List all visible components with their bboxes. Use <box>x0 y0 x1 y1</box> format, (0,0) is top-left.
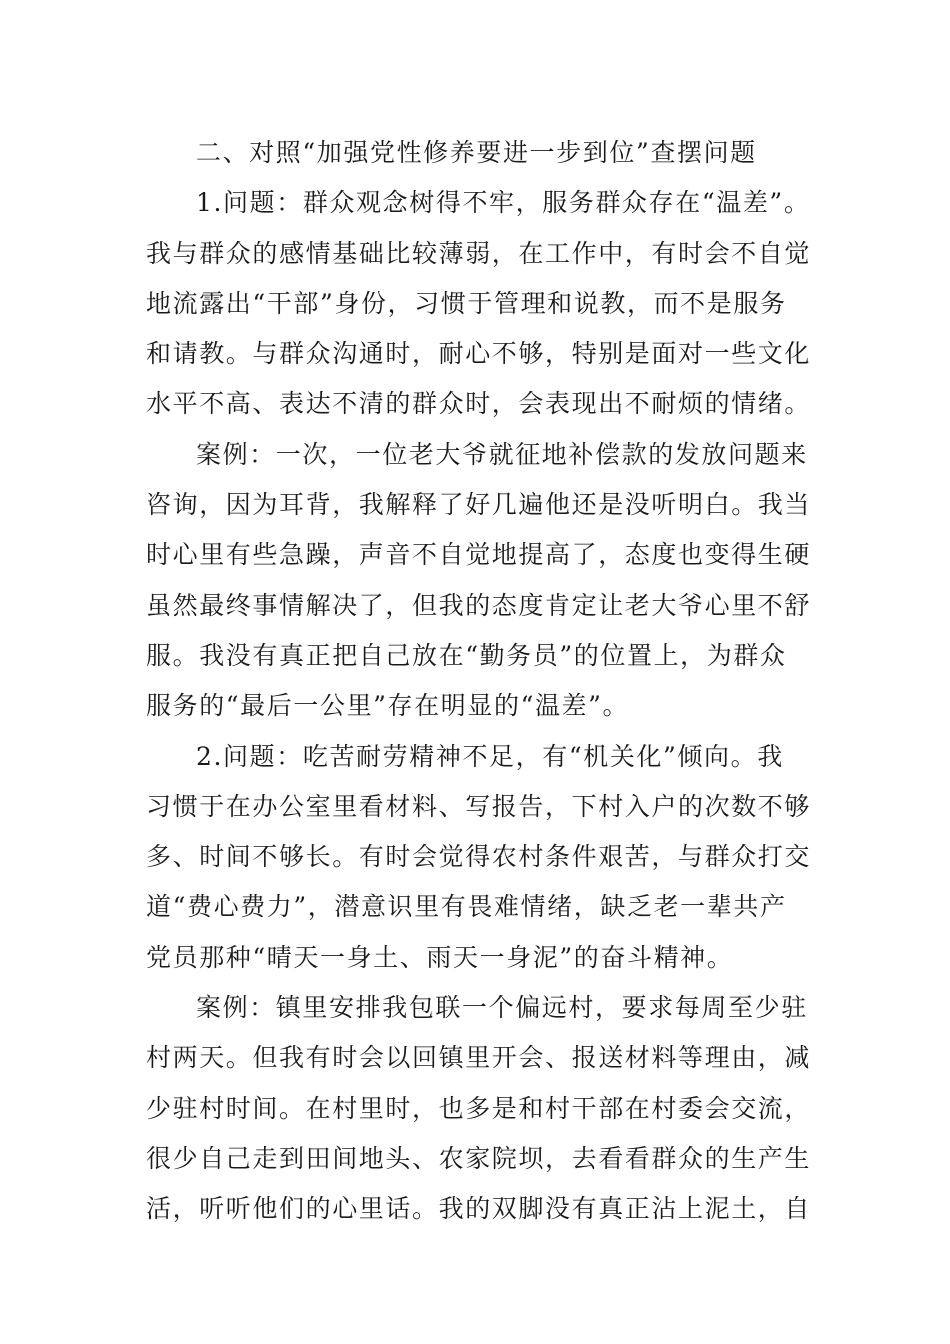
problem-1-heading: 1.问题：群众观念树得不牢，服务群众存在“温差”。 <box>196 188 811 218</box>
body-line: 服务的“最后一公里”存在明显的“温差”。 <box>146 691 630 721</box>
body-line: 活，听听他们的心里话。我的双脚没有真正沾上泥土，自 <box>146 1194 812 1224</box>
section-heading: 二、对照“加强党性修养要进一步到位”查摆问题 <box>196 138 757 167</box>
body-line: 水平不高、表达不清的群众时，会表现出不耐烦的情绪。 <box>146 389 812 419</box>
body-line: 习惯于在办公室里看材料、写报告，下村入户的次数不够 <box>146 791 812 821</box>
document-body <box>146 128 810 1235</box>
body-line: 党员那种“晴天一身土、雨天一身泥”的奋斗精神。 <box>146 942 734 972</box>
body-line: 我与群众的感情基础比较薄弱，在工作中，有时会不自觉 <box>146 238 812 268</box>
body-line: 时心里有些急躁，声音不自觉地提高了，态度也变得生硬 <box>146 540 812 570</box>
body-line: 咨询，因为耳背，我解释了好几遍他还是没听明白。我当 <box>146 490 812 520</box>
body-line: 少驻村时间。在村里时，也多是和村干部在村委会交流， <box>146 1093 812 1123</box>
body-line: 道“费心费力”，潜意识里有畏难情绪，缺乏老一辈共产 <box>146 892 787 922</box>
body-line: 多、时间不够长。有时会觉得农村条件艰苦，与群众打交 <box>146 842 812 872</box>
body-line: 服。我没有真正把自己放在“勤务员”的位置上，为群众 <box>146 640 787 670</box>
body-line: 村两天。但我有时会以回镇里开会、报送材料等理由，减 <box>146 1043 812 1073</box>
case-1-line: 案例：一次，一位老大爷就征地补偿款的发放问题来 <box>196 439 808 469</box>
case-2-line: 案例：镇里安排我包联一个偏远村，要求每周至少驻 <box>196 993 808 1023</box>
body-line: 地流露出“干部”身份，习惯于管理和说教，而不是服务 <box>146 288 787 318</box>
problem-2-heading: 2.问题：吃苦耐劳精神不足，有“机关化”倾向。我 <box>196 741 784 771</box>
body-line: 虽然最终事情解决了，但我的态度肯定让老大爷心里不舒 <box>146 590 812 620</box>
body-line: 和请教。与群众沟通时，耐心不够，特别是面对一些文化 <box>146 339 812 369</box>
body-line: 很少自己走到田间地头、农家院坝，去看看群众的生产生 <box>146 1143 812 1173</box>
